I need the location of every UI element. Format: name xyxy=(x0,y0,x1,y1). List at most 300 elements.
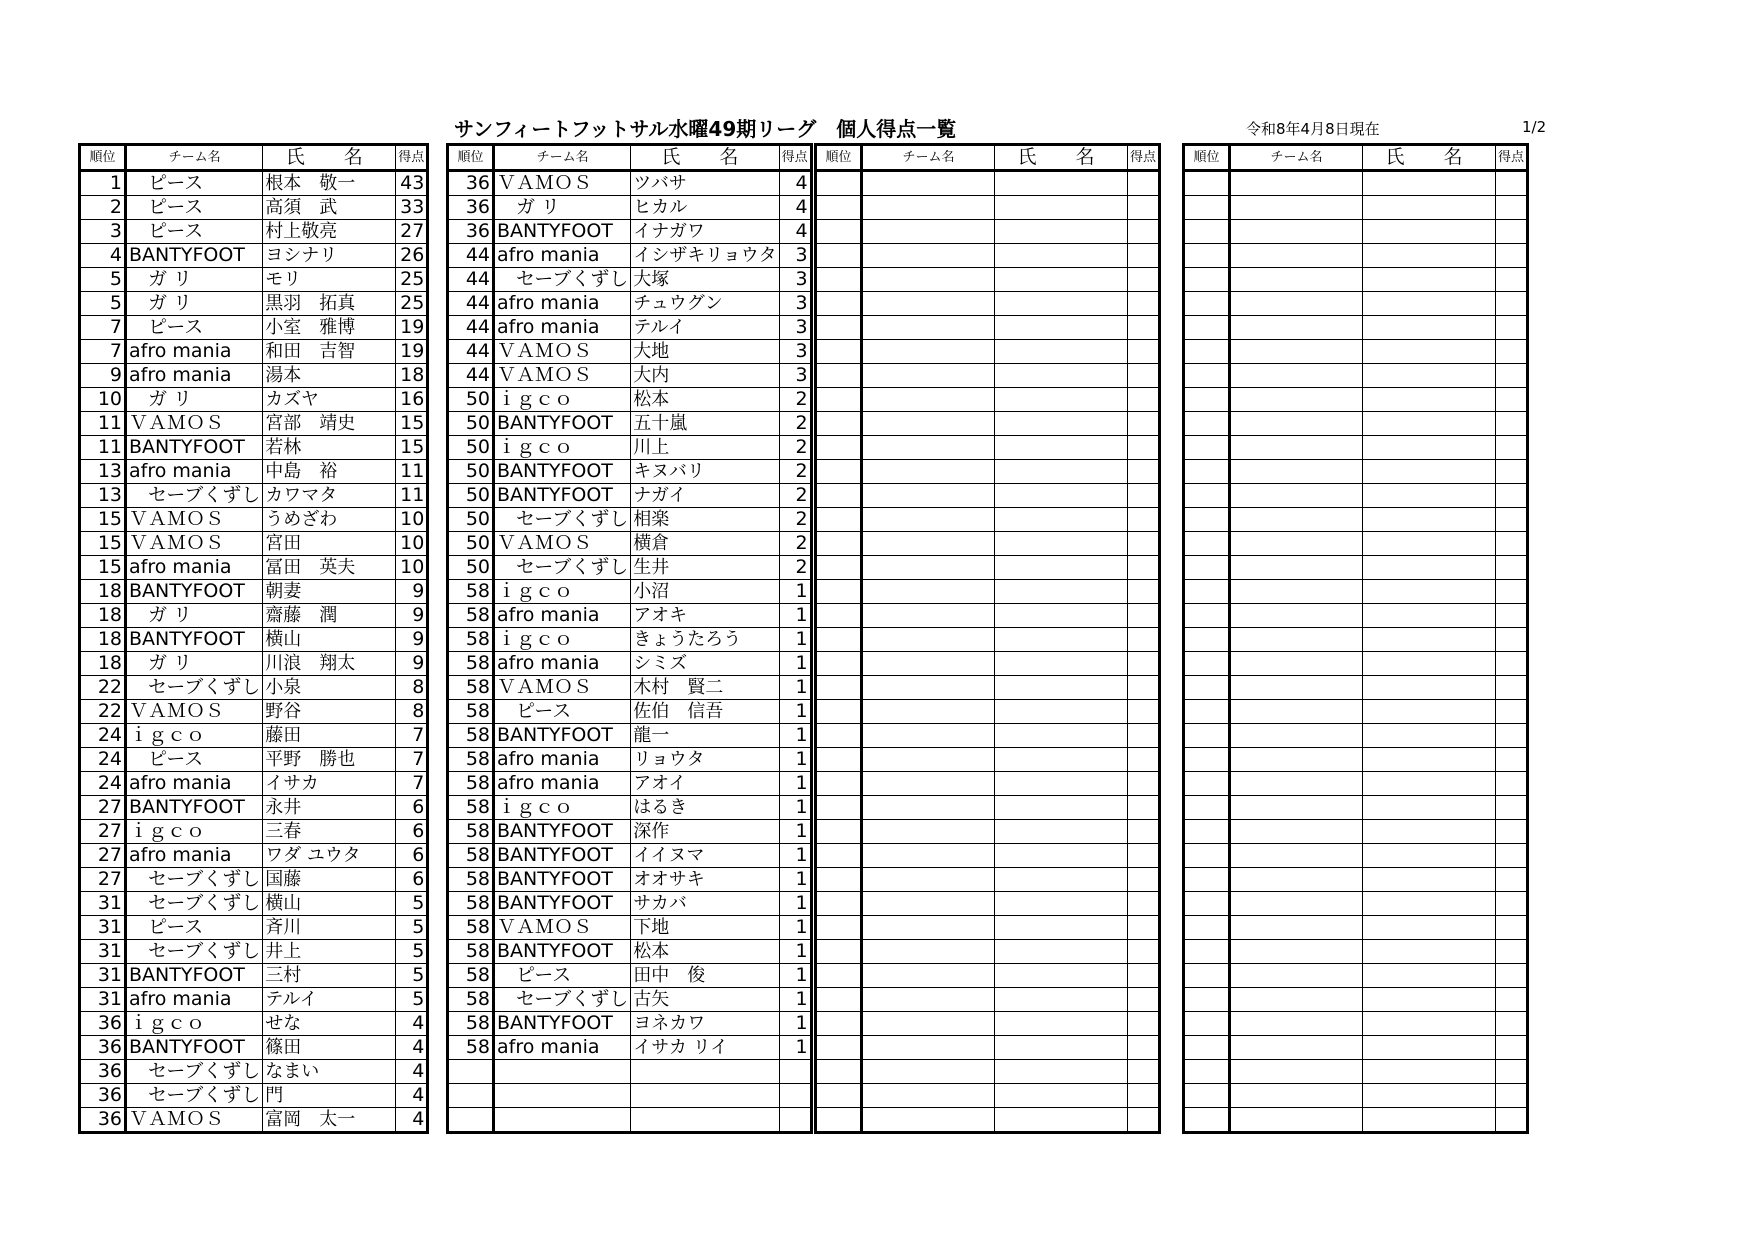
team-cell: ピース xyxy=(126,171,263,196)
team-cell xyxy=(1230,604,1363,628)
table-row xyxy=(1184,964,1528,988)
points-cell xyxy=(1496,460,1528,484)
points-cell xyxy=(1128,292,1160,316)
points-cell xyxy=(1496,820,1528,844)
team-cell xyxy=(862,316,995,340)
rank-cell: 44 xyxy=(448,364,494,388)
rank-cell xyxy=(1184,652,1230,676)
team-cell: ガ リ xyxy=(126,388,263,412)
team-cell xyxy=(1230,316,1363,340)
player-name-cell xyxy=(1363,1036,1496,1060)
player-name-cell xyxy=(995,820,1128,844)
player-name-cell xyxy=(995,988,1128,1012)
rank-cell xyxy=(1184,171,1230,196)
rank-cell: 22 xyxy=(80,700,126,724)
table-row xyxy=(1184,1084,1528,1108)
team-cell: afro mania xyxy=(494,748,631,772)
rank-cell: 13 xyxy=(80,484,126,508)
player-name-cell xyxy=(1363,316,1496,340)
player-name-cell: 木村 賢二 xyxy=(631,676,779,700)
team-cell: ＶＡＭＯＳ xyxy=(126,508,263,532)
points-cell xyxy=(1128,1084,1160,1108)
table-row xyxy=(816,1060,1160,1084)
player-name-cell xyxy=(1363,268,1496,292)
page-title: サンフィートフットサル水曜49期リーグ 個人得点一覧 xyxy=(454,117,957,141)
points-cell xyxy=(1496,940,1528,964)
player-name-cell: 高須 武 xyxy=(263,196,396,220)
rank-cell xyxy=(1184,580,1230,604)
table-row xyxy=(1184,556,1528,580)
player-name-cell: 富岡 太一 xyxy=(263,1108,396,1133)
points-cell: 10 xyxy=(396,532,428,556)
points-cell xyxy=(1496,1060,1528,1084)
team-cell xyxy=(1230,171,1363,196)
points-cell xyxy=(1128,508,1160,532)
player-name-cell: 小沼 xyxy=(631,580,779,604)
points-cell xyxy=(1128,652,1160,676)
table-row xyxy=(80,171,428,196)
table-row xyxy=(448,1060,812,1084)
rank-cell: 31 xyxy=(80,940,126,964)
scoring-table-2 xyxy=(446,143,813,1134)
points-cell: 1 xyxy=(779,820,811,844)
player-name-cell xyxy=(1363,340,1496,364)
rank-cell xyxy=(1184,532,1230,556)
player-name-cell xyxy=(1363,940,1496,964)
table-row xyxy=(1184,916,1528,940)
table-row xyxy=(1184,364,1528,388)
team-cell xyxy=(862,196,995,220)
points-cell xyxy=(1496,916,1528,940)
team-cell: afro mania xyxy=(126,844,263,868)
team-cell xyxy=(862,820,995,844)
points-cell: 2 xyxy=(779,388,811,412)
points-cell xyxy=(779,1084,811,1108)
table-row xyxy=(1184,532,1528,556)
player-name-cell xyxy=(995,580,1128,604)
points-cell: 3 xyxy=(779,244,811,268)
team-cell: ＶＡＭＯＳ xyxy=(494,364,631,388)
table-row xyxy=(80,196,428,220)
points-cell: 16 xyxy=(396,388,428,412)
player-name-cell xyxy=(631,1060,779,1084)
table-row xyxy=(448,388,812,412)
player-name-cell: 川浪 翔太 xyxy=(263,652,396,676)
player-name-cell xyxy=(995,460,1128,484)
team-cell: BANTYFOOT xyxy=(126,628,263,652)
table-row xyxy=(448,724,812,748)
points-cell xyxy=(1496,844,1528,868)
team-cell xyxy=(862,676,995,700)
rank-cell: 58 xyxy=(448,1012,494,1036)
rank-cell: 24 xyxy=(80,724,126,748)
rank-cell xyxy=(1184,820,1230,844)
player-name-cell: きょうたろう xyxy=(631,628,779,652)
points-cell: 6 xyxy=(396,796,428,820)
points-cell xyxy=(1496,652,1528,676)
rank-cell xyxy=(1184,508,1230,532)
points-cell xyxy=(1128,748,1160,772)
points-cell: 4 xyxy=(396,1012,428,1036)
table-row xyxy=(1184,1108,1528,1133)
team-cell xyxy=(862,940,995,964)
team-cell: ＶＡＭＯＳ xyxy=(494,916,631,940)
rank-cell xyxy=(816,436,862,460)
rank-cell xyxy=(1184,1036,1230,1060)
team-cell: afro mania xyxy=(126,460,263,484)
points-cell: 1 xyxy=(779,988,811,1012)
points-cell xyxy=(1128,604,1160,628)
rank-cell xyxy=(816,1060,862,1084)
points-cell: 4 xyxy=(396,1036,428,1060)
team-cell xyxy=(1230,628,1363,652)
table-row xyxy=(1184,508,1528,532)
points-cell: 5 xyxy=(396,892,428,916)
points-cell: 1 xyxy=(779,724,811,748)
points-cell: 8 xyxy=(396,700,428,724)
table-row xyxy=(816,724,1160,748)
table-row xyxy=(80,796,428,820)
rank-cell: 58 xyxy=(448,724,494,748)
table-row xyxy=(1184,724,1528,748)
team-cell: BANTYFOOT xyxy=(126,244,263,268)
team-cell xyxy=(1230,820,1363,844)
table-row xyxy=(1184,484,1528,508)
table-row xyxy=(1184,244,1528,268)
points-cell: 2 xyxy=(779,508,811,532)
player-name-cell: シミズ xyxy=(631,652,779,676)
rank-cell xyxy=(816,1036,862,1060)
points-cell: 15 xyxy=(396,412,428,436)
player-name-cell xyxy=(995,604,1128,628)
player-name-cell: 若林 xyxy=(263,436,396,460)
rank-cell: 50 xyxy=(448,508,494,532)
team-cell: BANTYFOOT xyxy=(494,868,631,892)
table-row xyxy=(1184,604,1528,628)
player-name-cell: ツバサ xyxy=(631,171,779,196)
rank-cell xyxy=(816,796,862,820)
player-name-cell xyxy=(1363,1012,1496,1036)
table-row xyxy=(816,628,1160,652)
table-row xyxy=(816,700,1160,724)
player-name-cell xyxy=(1363,964,1496,988)
team-cell: ＶＡＭＯＳ xyxy=(126,700,263,724)
rank-cell: 50 xyxy=(448,436,494,460)
player-name-cell xyxy=(1363,460,1496,484)
points-header: 得点 xyxy=(1496,145,1528,171)
team-cell: BANTYFOOT xyxy=(494,484,631,508)
team-cell xyxy=(1230,1036,1363,1060)
team-cell: セーブくずし xyxy=(494,268,631,292)
team-cell: ＶＡＭＯＳ xyxy=(494,340,631,364)
player-name-cell: 松本 xyxy=(631,940,779,964)
scoring-table-1 xyxy=(78,143,429,1134)
points-cell xyxy=(1128,676,1160,700)
points-cell: 5 xyxy=(396,988,428,1012)
points-cell: 5 xyxy=(396,916,428,940)
player-name-cell xyxy=(995,268,1128,292)
scoring-table-3 xyxy=(814,143,1161,1134)
table-row xyxy=(80,484,428,508)
team-cell xyxy=(1230,508,1363,532)
team-cell xyxy=(494,1108,631,1133)
team-cell xyxy=(1230,868,1363,892)
points-cell: 10 xyxy=(396,508,428,532)
rank-cell: 31 xyxy=(80,964,126,988)
points-header: 得点 xyxy=(1128,145,1160,171)
points-cell xyxy=(1128,388,1160,412)
table-row xyxy=(448,1036,812,1060)
team-cell xyxy=(1230,964,1363,988)
table-row xyxy=(816,652,1160,676)
rank-cell xyxy=(816,412,862,436)
rank-cell xyxy=(1184,964,1230,988)
rank-cell xyxy=(816,532,862,556)
table-row xyxy=(80,1060,428,1084)
player-name-cell xyxy=(995,940,1128,964)
name-header: 氏 名 xyxy=(1363,145,1496,171)
team-cell xyxy=(1230,1084,1363,1108)
rank-cell: 58 xyxy=(448,988,494,1012)
table-row xyxy=(80,604,428,628)
team-cell xyxy=(862,171,995,196)
points-cell xyxy=(1496,484,1528,508)
team-cell xyxy=(862,556,995,580)
player-name-cell xyxy=(1363,748,1496,772)
team-cell xyxy=(1230,412,1363,436)
rank-cell: 44 xyxy=(448,292,494,316)
team-cell: afro mania xyxy=(494,772,631,796)
table-row xyxy=(816,340,1160,364)
points-cell xyxy=(1128,796,1160,820)
player-name-cell xyxy=(1363,772,1496,796)
rank-cell xyxy=(816,844,862,868)
table-row xyxy=(80,724,428,748)
rank-cell: 18 xyxy=(80,652,126,676)
points-cell xyxy=(1496,508,1528,532)
rank-cell: 58 xyxy=(448,628,494,652)
table-row xyxy=(816,364,1160,388)
team-cell xyxy=(1230,748,1363,772)
player-name-cell xyxy=(995,340,1128,364)
rank-cell: 44 xyxy=(448,316,494,340)
team-cell: ｉｇｃｏ xyxy=(494,436,631,460)
points-cell xyxy=(1128,1036,1160,1060)
rank-cell xyxy=(448,1108,494,1133)
player-name-cell xyxy=(995,484,1128,508)
points-cell xyxy=(1496,676,1528,700)
table-row xyxy=(816,196,1160,220)
team-header: チーム名 xyxy=(126,145,263,171)
player-name-cell xyxy=(995,1108,1128,1133)
table-row xyxy=(448,532,812,556)
rank-cell: 13 xyxy=(80,460,126,484)
team-cell: BANTYFOOT xyxy=(494,844,631,868)
player-name-cell: 井上 xyxy=(263,940,396,964)
table-row xyxy=(1184,940,1528,964)
points-cell: 2 xyxy=(779,556,811,580)
rank-cell xyxy=(816,196,862,220)
table-row xyxy=(80,316,428,340)
points-cell xyxy=(1128,1108,1160,1133)
team-cell xyxy=(1230,988,1363,1012)
team-cell xyxy=(1230,652,1363,676)
header-row xyxy=(816,145,1160,171)
table-row xyxy=(1184,892,1528,916)
rank-cell xyxy=(816,892,862,916)
table-row xyxy=(80,292,428,316)
team-cell: セーブくずし xyxy=(126,676,263,700)
player-name-cell: はるき xyxy=(631,796,779,820)
points-cell xyxy=(1128,436,1160,460)
table-row xyxy=(448,820,812,844)
team-cell xyxy=(862,988,995,1012)
table-row xyxy=(816,772,1160,796)
table-row xyxy=(816,916,1160,940)
rank-cell: 15 xyxy=(80,508,126,532)
table-row xyxy=(448,244,812,268)
points-cell xyxy=(1496,1036,1528,1060)
table-row xyxy=(816,820,1160,844)
table-row xyxy=(816,1036,1160,1060)
points-cell xyxy=(1496,244,1528,268)
table-row xyxy=(448,604,812,628)
rank-cell xyxy=(1184,748,1230,772)
table-row xyxy=(448,196,812,220)
team-cell: セーブくずし xyxy=(494,988,631,1012)
team-cell xyxy=(862,868,995,892)
player-name-cell: うめざわ xyxy=(263,508,396,532)
player-name-cell xyxy=(1363,652,1496,676)
table-row xyxy=(448,1084,812,1108)
rank-header: 順位 xyxy=(448,145,494,171)
team-cell: ピース xyxy=(126,748,263,772)
points-cell xyxy=(1128,340,1160,364)
table-row xyxy=(80,940,428,964)
team-cell xyxy=(1230,268,1363,292)
rank-cell: 58 xyxy=(448,580,494,604)
player-name-cell: なまい xyxy=(263,1060,396,1084)
table-row xyxy=(816,580,1160,604)
table-row xyxy=(1184,220,1528,244)
rank-cell xyxy=(1184,700,1230,724)
points-cell xyxy=(1496,580,1528,604)
team-cell xyxy=(862,748,995,772)
rank-cell xyxy=(816,604,862,628)
player-name-cell xyxy=(1363,388,1496,412)
points-cell: 25 xyxy=(396,268,428,292)
player-name-cell: 相楽 xyxy=(631,508,779,532)
team-cell xyxy=(862,1108,995,1133)
points-cell xyxy=(1496,412,1528,436)
team-cell: BANTYFOOT xyxy=(126,436,263,460)
player-name-cell: 深作 xyxy=(631,820,779,844)
rank-cell: 31 xyxy=(80,892,126,916)
team-cell: afro mania xyxy=(126,364,263,388)
rank-cell: 27 xyxy=(80,820,126,844)
rank-cell xyxy=(816,292,862,316)
player-name-cell: 冨田 英夫 xyxy=(263,556,396,580)
table-row xyxy=(1184,340,1528,364)
name-header: 氏 名 xyxy=(631,145,779,171)
table-row xyxy=(1184,1036,1528,1060)
table-row xyxy=(448,796,812,820)
points-cell xyxy=(1496,316,1528,340)
team-cell xyxy=(862,508,995,532)
points-cell xyxy=(1496,220,1528,244)
team-cell xyxy=(494,1060,631,1084)
table-row xyxy=(448,292,812,316)
table-row xyxy=(448,700,812,724)
table-row xyxy=(1184,268,1528,292)
player-name-cell: 宮田 xyxy=(263,532,396,556)
points-cell: 1 xyxy=(779,940,811,964)
rank-cell xyxy=(1184,1012,1230,1036)
points-cell xyxy=(1128,868,1160,892)
team-cell xyxy=(862,652,995,676)
team-cell xyxy=(862,604,995,628)
points-cell: 26 xyxy=(396,244,428,268)
player-name-cell: 横倉 xyxy=(631,532,779,556)
team-cell: ピース xyxy=(494,700,631,724)
team-cell: セーブくずし xyxy=(126,940,263,964)
player-name-cell xyxy=(1363,796,1496,820)
rank-cell xyxy=(1184,460,1230,484)
team-header: チーム名 xyxy=(494,145,631,171)
rank-cell xyxy=(816,580,862,604)
player-name-cell: 永井 xyxy=(263,796,396,820)
rank-cell xyxy=(816,460,862,484)
points-cell: 2 xyxy=(779,484,811,508)
rank-cell: 18 xyxy=(80,604,126,628)
player-name-cell xyxy=(995,244,1128,268)
player-name-cell: アオイ xyxy=(631,772,779,796)
table-row xyxy=(448,748,812,772)
points-cell xyxy=(1128,316,1160,340)
rank-cell xyxy=(1184,940,1230,964)
table-row xyxy=(80,748,428,772)
rank-cell xyxy=(816,171,862,196)
team-cell xyxy=(1230,292,1363,316)
player-name-cell: チュウグン xyxy=(631,292,779,316)
table-row xyxy=(80,1036,428,1060)
table-row xyxy=(448,460,812,484)
points-cell xyxy=(1496,196,1528,220)
points-cell xyxy=(1496,724,1528,748)
scoring-table-4 xyxy=(1182,143,1529,1134)
rank-cell: 18 xyxy=(80,628,126,652)
points-cell xyxy=(1496,1108,1528,1133)
points-cell xyxy=(1496,964,1528,988)
rank-cell: 36 xyxy=(80,1108,126,1133)
team-cell: BANTYFOOT xyxy=(126,580,263,604)
team-cell: BANTYFOOT xyxy=(494,724,631,748)
rank-cell: 58 xyxy=(448,748,494,772)
team-cell xyxy=(1230,196,1363,220)
rank-cell xyxy=(816,316,862,340)
rank-cell: 50 xyxy=(448,532,494,556)
table-row xyxy=(1184,868,1528,892)
rank-cell xyxy=(1184,292,1230,316)
points-cell: 1 xyxy=(779,844,811,868)
table-row xyxy=(80,1108,428,1133)
rank-cell xyxy=(1184,676,1230,700)
points-cell: 4 xyxy=(396,1108,428,1133)
team-cell xyxy=(862,724,995,748)
player-name-cell xyxy=(1363,196,1496,220)
rank-cell xyxy=(1184,220,1230,244)
table-row xyxy=(1184,772,1528,796)
